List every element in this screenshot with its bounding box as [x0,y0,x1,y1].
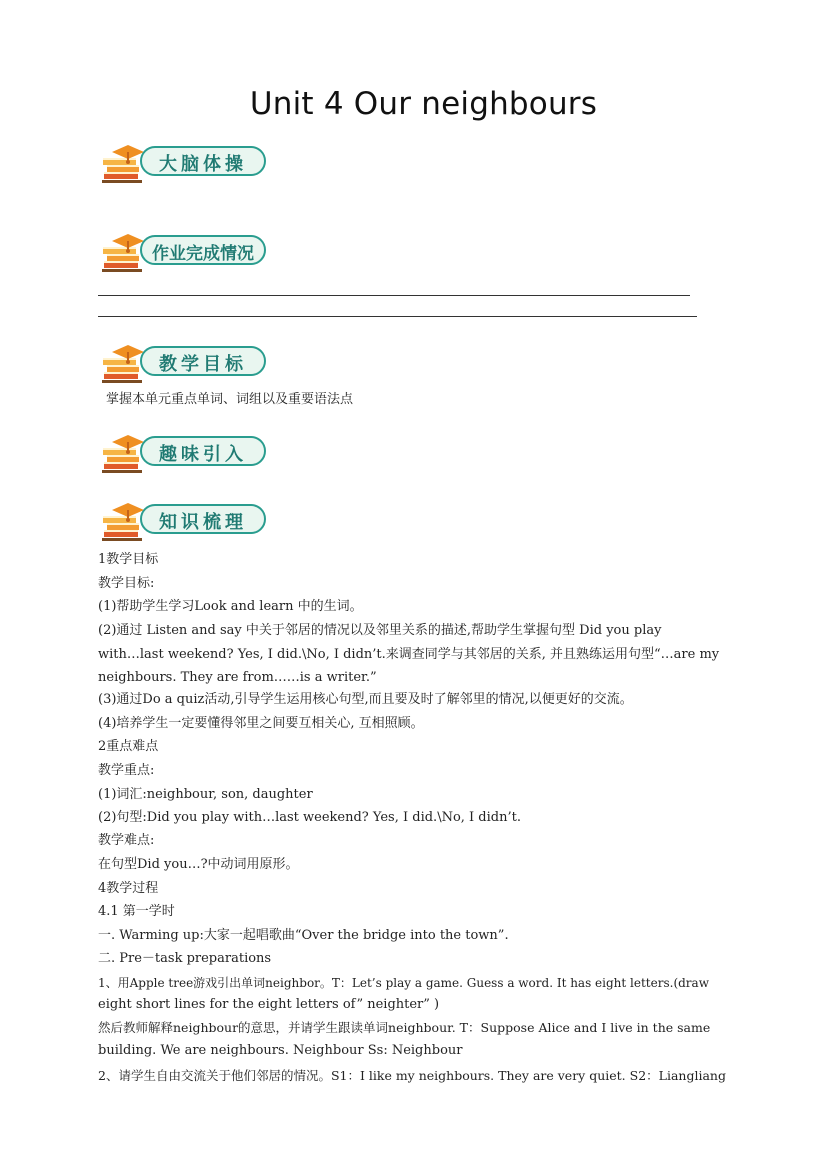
section-banner-knowledge [100,500,270,546]
body-line: 4教学过程 [98,881,159,896]
section-label: 知识梳理 [159,512,247,533]
body-line: (2)通过 Listen and say 中关于邻居的情况以及邻里关系的描述,帮助学生掌握句型 Did you play [98,623,662,638]
section-banner-goals [100,342,270,388]
body-line: (3)通过Do a quiz活动,引导学生运用核心句型,而且要及时了解邻里的情况,以便更好的交流。 [98,692,633,707]
section-label: 教学目标 [159,354,247,375]
body-line: 教学目标: [98,576,155,591]
section-label: 趣味引入 [159,444,247,465]
body-line: building. We are neighbours. Neighbour Ss: Neighbour [98,1043,463,1058]
section-label: 大脑体操 [159,154,247,175]
body-line: eight short lines for the eight letters of” neighter” ) [98,997,440,1012]
answer-line [98,295,690,296]
body-line: (2)句型:Did you play with…last weekend? Yes, I did.\No, I didn’t. [98,810,521,825]
section-banner-intro [100,432,270,478]
body-line: 1、用Apple tree游戏引出单词neighbor。T：Let’s play a game. Guess a word. It has eight letters.(draw [98,976,709,990]
body-line: 教学难点: [98,833,155,848]
body-line: 2、请学生自由交流关于他们邻居的情况。S1：I like my neighbours. They are very quiet. S2：Liangliang [98,1068,726,1083]
answer-line [98,316,697,317]
body-line: 然后教师解释neighbour的意思，并请学生跟读单词neighbour. T：Suppose Alice and I live in the same [98,1020,711,1035]
section-banner-homework [100,231,270,277]
body-line: 二. Pre－task preparations [98,951,272,966]
section-banner-brain [100,142,270,188]
body-line: 一. Warming up:大家一起唱歌曲“Over the bridge into the town”. [98,928,509,943]
body-line: (4)培养学生一定要懂得邻里之间要互相关心, 互相照顾。 [98,716,424,731]
goal-text: 掌握本单元重点单词、词组以及重要语法点 [106,392,354,407]
section-label: 作业完成情况 [152,244,254,264]
body-line: 2重点难点 [98,739,159,754]
body-line: (1)词汇:neighbour, son, daughter [98,787,313,802]
body-line: 教学重点: [98,763,155,778]
body-line: 在句型Did you…?中动词用原形。 [98,857,299,872]
body-line: (1)帮助学生学习Look and learn 中的生词。 [98,599,363,614]
document-title: Unit 4 Our neighbours [249,86,598,122]
body-line: 1教学目标 [98,552,159,567]
body-line: neighbours. They are from……is a writer.” [98,670,377,685]
body-line: with…last weekend? Yes, I did.\No, I didn’t.来调查同学与其邻居的关系, 并且熟练运用句型“…are my [98,647,720,662]
body-line: 4.1 第一学时 [98,904,175,919]
